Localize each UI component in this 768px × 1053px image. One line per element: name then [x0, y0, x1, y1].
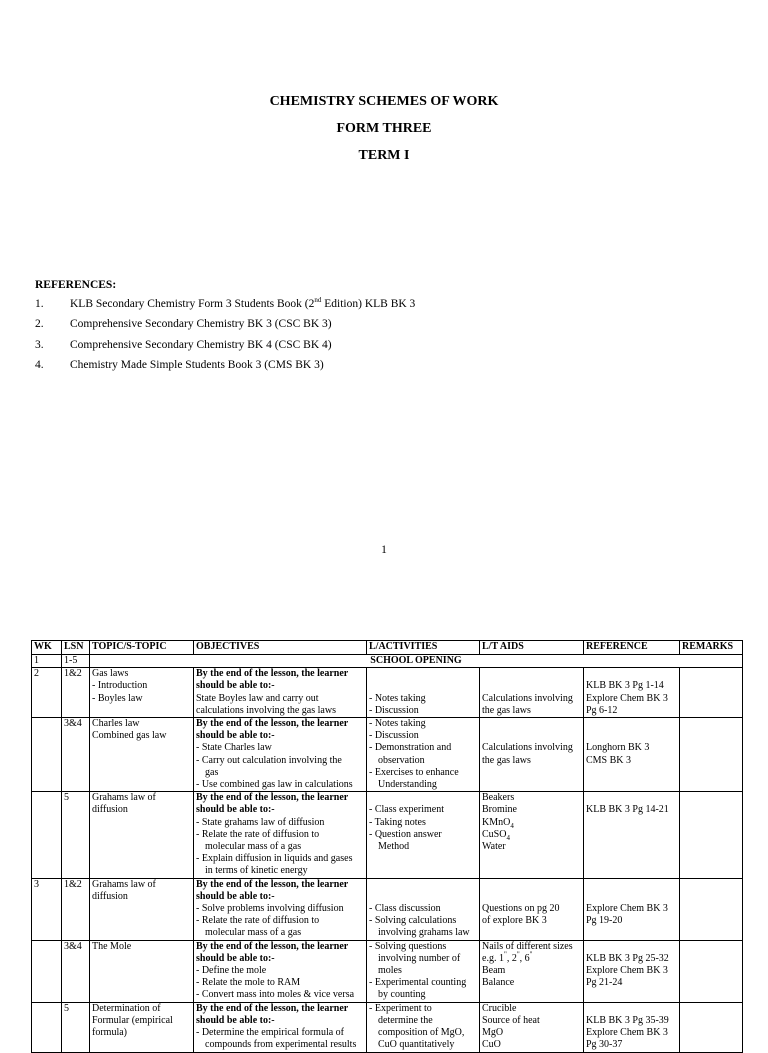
- form-label: FORM THREE: [336, 121, 432, 136]
- reference-number: 1.: [35, 298, 44, 310]
- remarks-cell: [680, 718, 743, 792]
- reference-item: [35, 358, 415, 378]
- column-header-objectives: OBJECTIVES: [194, 641, 367, 655]
- term-label: TERM I: [358, 148, 410, 163]
- column-header-remarks: REMARKS: [680, 641, 743, 655]
- week-cell: 3: [32, 878, 62, 940]
- lesson-cell: 5: [62, 792, 90, 878]
- aids-cell: Calculations involving the gas laws: [480, 718, 584, 792]
- page-number: 1: [381, 544, 387, 556]
- lesson-cell: 3&4: [62, 940, 90, 1002]
- objectives-cell: By the end of the lesson, the learner should be able to:- - State Charles law - Carry out calculation involving the gas - Use combined gas law in calculations: [194, 718, 367, 792]
- remarks-cell: [680, 668, 743, 718]
- aids-cell: Nails of different sizes e.g. 1", 2", 6" Beam Balance: [480, 940, 584, 1002]
- week-cell: [32, 1002, 62, 1052]
- week-cell: [32, 718, 62, 792]
- table-row: [32, 878, 743, 940]
- reference-cell: Longhorn BK 3 CMS BK 3: [584, 718, 680, 792]
- reference-text: Chemistry Made Simple Students Book 3 (CMS BK 3): [70, 358, 324, 371]
- remarks-cell: [680, 940, 743, 1002]
- lesson-cell: 3&4: [62, 718, 90, 792]
- reference-text: Comprehensive Secondary Chemistry BK 4 (CSC BK 4): [70, 338, 332, 351]
- reference-cell: KLB BK 3 Pg 14-21: [584, 792, 680, 878]
- lesson-cell: 1&2: [62, 878, 90, 940]
- lesson-cell: 5: [62, 1002, 90, 1052]
- week-cell: [32, 792, 62, 878]
- objectives-cell: By the end of the lesson, the learner should be able to:- - State grahams law of diffusion - Relate the rate of diffusion to molecular mass of a gas - Explain diffusion in liquids and gases in terms of kinetic energy: [194, 792, 367, 878]
- school-opening-label: SCHOOL OPENING: [90, 655, 743, 668]
- reference-cell: KLB BK 3 Pg 25-32 Explore Chem BK 3 Pg 21-24: [584, 940, 680, 1002]
- column-header-lsn: LSN: [62, 641, 90, 655]
- lesson-cell: 1-5: [62, 655, 90, 668]
- topic-cell: Determination of Formular (empirical formula): [90, 1002, 194, 1052]
- topic-cell: Charles law Combined gas law: [90, 718, 194, 792]
- reference-item: [35, 297, 415, 317]
- remarks-cell: [680, 1002, 743, 1052]
- reference-text: KLB Secondary Chemistry Form 3 Students Book (2nd Edition) KLB BK 3: [70, 296, 416, 310]
- reference-cell: KLB BK 3 Pg 1-14 Explore Chem BK 3 Pg 6-12: [584, 668, 680, 718]
- table-row: [32, 1002, 743, 1052]
- aids-cell: Beakers Bromine KMnO$_4$ CuSO$_4$ Water: [480, 792, 584, 878]
- topic-cell: Grahams law of diffusion: [90, 878, 194, 940]
- scheme-of-work-table: [31, 640, 743, 1053]
- column-header-activities: L/ACTIVITIES: [367, 641, 480, 655]
- school-opening-row: [32, 655, 743, 668]
- remarks-cell: [680, 792, 743, 878]
- reference-item: [35, 338, 415, 358]
- reference-cell: Explore Chem BK 3 Pg 19-20: [584, 878, 680, 940]
- activities-cell: - Notes taking - Discussion - Demonstration and observation - Exercises to enhance Understanding: [367, 718, 480, 792]
- column-header-wk: WK: [32, 641, 62, 655]
- table-row: [32, 792, 743, 878]
- references-heading: REFERENCES:: [35, 279, 117, 291]
- document-title: CHEMISTRY SCHEMES OF WORK: [269, 94, 499, 109]
- reference-number: 2.: [35, 318, 44, 331]
- reference-text: Comprehensive Secondary Chemistry BK 3 (CSC BK 3): [70, 318, 332, 331]
- objectives-cell: By the end of the lesson, the learner should be able to:- State Boyles law and carry out calculations involving the gas laws: [194, 668, 367, 718]
- reference-number: 3.: [35, 338, 44, 351]
- reference-number: 4.: [35, 358, 44, 371]
- week-cell: [32, 940, 62, 1002]
- reference-item: [35, 317, 415, 337]
- column-header-reference: REFERENCE: [584, 641, 680, 655]
- activities-cell: - Experiment to determine the composition of MgO, CuO quantitatively: [367, 1002, 480, 1052]
- remarks-cell: [680, 878, 743, 940]
- column-header-aids: L/T AIDS: [480, 641, 584, 655]
- table-row: [32, 668, 743, 718]
- document-title-block: [0, 92, 768, 173]
- aids-cell: Calculations involving the gas laws: [480, 668, 584, 718]
- lesson-cell: 1&2: [62, 668, 90, 718]
- objectives-cell: By the end of the lesson, the learner should be able to:- - Define the mole - Relate the mole to RAM - Convert mass into moles & vice versa: [194, 940, 367, 1002]
- references-section: [35, 279, 415, 378]
- objectives-cell: By the end of the lesson, the learner should be able to:- - Solve problems involving diffusion - Relate the rate of diffusion to molecular mass of a gas: [194, 878, 367, 940]
- objectives-cell: By the end of the lesson, the learner should be able to:- - Determine the empirical formula of compounds from experimental results: [194, 1002, 367, 1052]
- activities-cell: - Class discussion - Solving calculations involving grahams law: [367, 878, 480, 940]
- column-header-topic: TOPIC/S-TOPIC: [90, 641, 194, 655]
- table-row: [32, 940, 743, 1002]
- aids-cell: Crucible Source of heat MgO CuO: [480, 1002, 584, 1052]
- table-row: [32, 718, 743, 792]
- week-cell: 2: [32, 668, 62, 718]
- topic-cell: Gas laws - Introduction - Boyles law: [90, 668, 194, 718]
- aids-cell: Questions on pg 20 of explore BK 3: [480, 878, 584, 940]
- reference-cell: KLB BK 3 Pg 35-39 Explore Chem BK 3 Pg 30-37: [584, 1002, 680, 1052]
- week-cell: 1: [32, 655, 62, 668]
- activities-cell: - Class experiment - Taking notes - Question answer Method: [367, 792, 480, 878]
- activities-cell: - Solving questions involving number of moles - Experimental counting by counting: [367, 940, 480, 1002]
- activities-cell: - Notes taking - Discussion: [367, 668, 480, 718]
- topic-cell: Grahams law of diffusion: [90, 792, 194, 878]
- topic-cell: The Mole: [90, 940, 194, 1002]
- table-header-row: [32, 641, 743, 655]
